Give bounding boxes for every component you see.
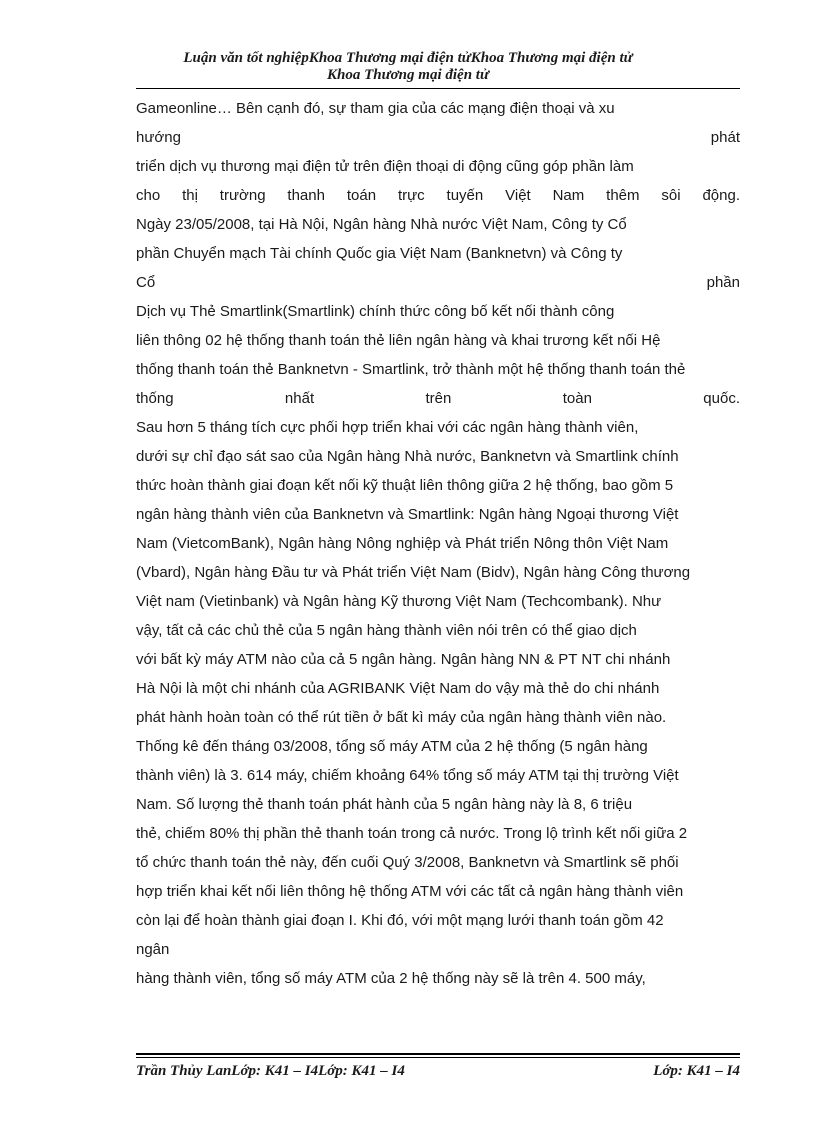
text-line: Ngày 23/05/2008, tại Hà Nội, Ngân hàng Nhà nước Việt Nam, Công ty Cổ [136, 216, 627, 233]
text-line: Gameonline… Bên cạnh đó, sự tham gia của các mạng điện thoại và xu [136, 100, 615, 117]
split-line [136, 123, 740, 152]
text-line: (Vbard), Ngân hàng Đầu tư và Phát triển Việt Nam (Bidv), Ngân hàng Công thương [136, 564, 691, 581]
header-line-1: Luận văn tốt nghiệpKhoa Thương mại điện tửKhoa Thương mại điện tử [183, 50, 633, 66]
text-line: vậy, tất cả các chủ thẻ của 5 ngân hàng thành viên nói trên có thể giao dịch [136, 622, 637, 639]
text-line: ngân hàng thành viên của Banknetvn và Smartlink: Ngân hàng Ngoại thương Việt [136, 506, 679, 523]
text-line: phần [706, 274, 740, 291]
text-line: Dịch vụ Thẻ Smartlink(Smartlink) chính thức công bố kết nối thành công [136, 303, 615, 320]
page-header [120, 50, 696, 84]
text-line: Cổ [136, 274, 156, 291]
text-line: Hà Nội là một chi nhánh của AGRIBANK Việt Nam do vậy mà thẻ do chi nhánh [136, 680, 660, 697]
text-line: thức hoàn thành giai đoạn kết nối kỹ thuật liên thông giữa 2 hệ thống, bao gồm 5 [136, 477, 674, 494]
text-line: phần Chuyển mạch Tài chính Quốc gia Việt Nam (Banknetvn) và Công ty [136, 245, 623, 262]
footer-class: Lớp: K41 – I4 [653, 1063, 740, 1079]
split-line [136, 268, 740, 297]
text-line: hợp triển khai kết nối liên thông hệ thống ATM với các tất cả ngân hàng thành viên [136, 883, 684, 900]
page-footer [136, 1063, 740, 1083]
header-rule [136, 88, 740, 89]
text-line: phát hành hoàn toàn có thể rút tiền ở bất kì máy của ngân hàng thành viên nào. [136, 709, 667, 726]
footer-rule-thin [136, 1057, 740, 1058]
text-line: hướng [136, 129, 181, 146]
text-line: Nam (VietcomBank), Ngân hàng Nông nghiệp và Phát triển Nông thôn Việt Nam [136, 535, 669, 552]
text-line: thẻ, chiếm 80% thị phần thẻ thanh toán trong cả nước. Trong lộ trình kết nối giữa 2 [136, 825, 688, 842]
header-line-2: Khoa Thương mại điện tử [327, 67, 489, 83]
text-line: thành viên) là 3. 614 máy, chiếm khoảng 64% tổng số máy ATM tại thị trường Việt [136, 767, 679, 784]
text-line: triển dịch vụ thương mại điện tử trên điện thoại di động cũng góp phần làm [136, 158, 634, 175]
text-line: phát [710, 129, 740, 146]
text-line: Thống kê đến tháng 03/2008, tổng số máy ATM của 2 hệ thống (5 ngân hàng [136, 738, 648, 755]
text-line: tổ chức thanh toán thẻ này, đến cuối Quý 3/2008, Banknetvn và Smartlink sẽ phối [136, 854, 679, 871]
text-line: Việt nam (Vietinbank) và Ngân hàng Kỹ thương Việt Nam (Techcombank). Như [136, 593, 662, 610]
text-line: còn lại để hoàn thành giai đoạn I. Khi đó, với một mạng lưới thanh toán gồm 42 [136, 912, 664, 929]
footer-author: Trần Thủy LanLớp: K41 – I4Lớp: K41 – I4 [136, 1063, 405, 1079]
text-line: dưới sự chỉ đạo sát sao của Ngân hàng Nhà nước, Banknetvn và Smartlink chính [136, 448, 679, 465]
text-line: Nam. Số lượng thẻ thanh toán phát hành của 5 ngân hàng này là 8, 6 triệu [136, 796, 633, 813]
footer-rule [136, 1053, 740, 1055]
text-line: ngân [136, 941, 170, 958]
document-body [136, 94, 740, 993]
text-line: Sau hơn 5 tháng tích cực phối hợp triển khai với các ngân hàng thành viên, [136, 419, 639, 436]
text-line: cho thị trường thanh toán trực tuyến Việt Nam thêm sôi động. [136, 187, 740, 204]
text-line: liên thông 02 hệ thống thanh toán thẻ liên ngân hàng và khai trương kết nối Hệ [136, 332, 661, 349]
text-line: thống nhất trên toàn quốc. [136, 390, 740, 407]
text-line: với bất kỳ máy ATM nào của cả 5 ngân hàng. Ngân hàng NN & PT NT chi nhánh [136, 651, 671, 668]
text-line: thống thanh toán thẻ Banknetvn - Smartlink, trở thành một hệ thống thanh toán thẻ [136, 361, 686, 378]
text-line: hàng thành viên, tổng số máy ATM của 2 hệ thống này sẽ là trên 4. 500 máy, [136, 970, 646, 987]
